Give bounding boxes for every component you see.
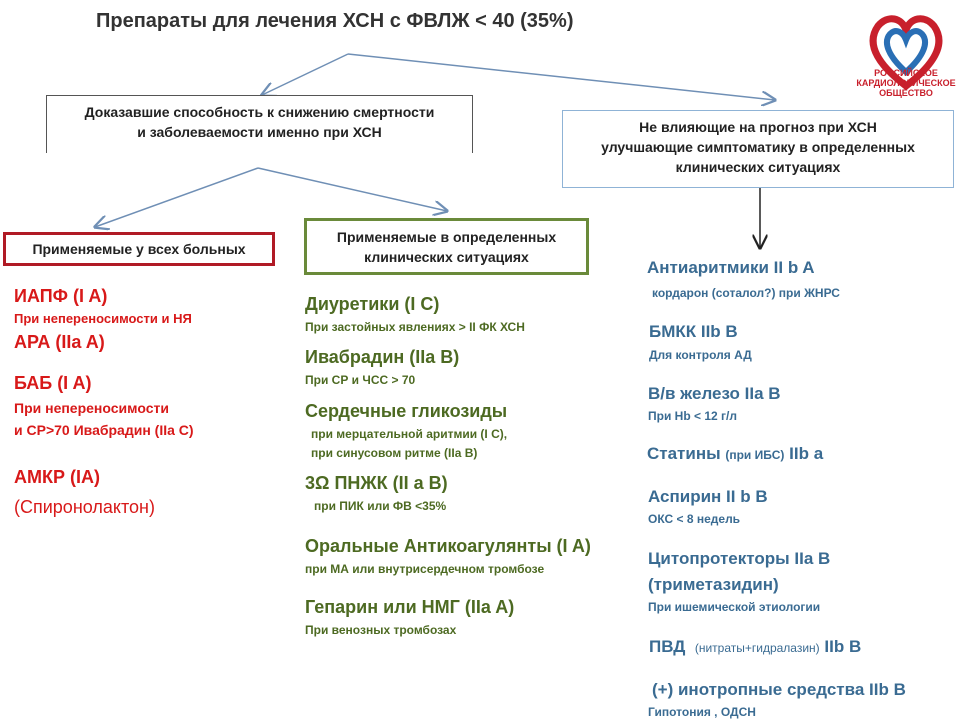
drug-note: при ПИК или ФВ <35% xyxy=(314,499,447,513)
box-text: улучшающие симптоматику в определенных xyxy=(601,139,915,155)
drug-note: При ишемической этиологии xyxy=(648,600,821,614)
drug-note: кордарон (соталол?) при ЖНРС xyxy=(652,286,840,300)
drug-ace: ИАПФ (I A) xyxy=(14,286,108,306)
drug-diuretics: Диуретики (I C) xyxy=(305,294,440,314)
box-mortality-reduction xyxy=(46,95,473,153)
logo-line: ОБЩЕСТВО xyxy=(879,88,933,98)
page-title: Препараты для лечения ХСН с ФВЛЖ < 40 (35%) xyxy=(96,10,574,32)
box-symptomatic xyxy=(562,110,954,188)
box-text: клинических ситуациях xyxy=(364,249,529,265)
box-text: Доказавшие способность к снижению смертности xyxy=(84,104,435,120)
drug-arb: АРА (IIa A) xyxy=(14,332,105,352)
drug-statins-class: IIb a xyxy=(789,444,824,463)
drug-omega3: 3Ω ПНЖК (II a B) xyxy=(305,473,448,493)
arrow-to-right-top xyxy=(348,54,775,100)
drug-mra: АМКР (IA) xyxy=(14,467,100,487)
drug-note: ОКС < 8 недель xyxy=(648,512,741,526)
drug-note: При застойных явлениях > II ФК ХСН xyxy=(305,320,525,334)
drug-note: (Спиронолактон) xyxy=(14,497,155,517)
drug-oac: Оральные Антикоагулянты (I A) xyxy=(305,536,591,556)
box-text: Применяемые в определенных xyxy=(336,229,557,245)
drug-pvd-name: ПВД xyxy=(649,637,686,656)
box-all-patients: Применяемые у всех больных xyxy=(3,232,275,266)
box-specific-situations xyxy=(304,218,589,275)
box-text: и заболеваемости именно при ХСН xyxy=(137,124,382,140)
logo-line: КАРДИОЛОГИЧЕСКОЕ xyxy=(856,78,956,88)
drug-glycosides: Сердечные гликозиды xyxy=(305,401,508,421)
drug-note: При СР и ЧСС > 70 xyxy=(305,373,416,387)
arrow-to-all xyxy=(95,168,258,227)
drug-trimetazidine: (триметазидин) xyxy=(648,575,779,594)
arrow-to-left-top xyxy=(262,54,348,95)
drug-note: При непереносимости xyxy=(14,400,169,416)
drug-pvd-class: IIb B xyxy=(824,637,862,656)
drug-note: Для контроля АД xyxy=(649,348,752,362)
arrow-to-specific xyxy=(258,168,447,211)
box-text: клинических ситуациях xyxy=(675,159,841,175)
drug-note: при мерцательной аритмии (I C), xyxy=(311,427,508,441)
drug-bab: БАБ (I A) xyxy=(14,373,92,393)
drug-statins-note: (при ИБС) xyxy=(725,448,785,462)
drug-note: При венозных тромбозах xyxy=(305,623,457,637)
drug-note: Гипотония , ОДСН xyxy=(648,705,756,719)
drug-statins-name: Статины xyxy=(647,444,721,463)
drug-antiarrhythmics: Антиаритмики II b A xyxy=(647,258,815,277)
drug-pvd-note: (нитраты+гидралазин) xyxy=(694,641,820,655)
box-text: Не влияющие на прогноз при ХСН xyxy=(639,119,877,135)
drug-note: и СР>70 Ивабрадин (IIa C) xyxy=(14,422,194,438)
logo-line: РОССИЙСКОЕ xyxy=(874,68,938,78)
drug-note: при МА или внутрисердечном тромбозе xyxy=(305,562,545,576)
drug-statins xyxy=(647,444,823,464)
drug-note: При Hb < 12 г/л xyxy=(648,409,737,423)
drug-aspirin: Аспирин II b B xyxy=(648,487,768,506)
drug-inotropes: (+) инотропные средства IIb B xyxy=(652,680,906,699)
drug-ccb: БМКК IIb B xyxy=(649,322,738,341)
drug-ivabradine: Ивабрадин (IIa B) xyxy=(305,347,460,367)
drug-cytoprotectors: Цитопротекторы IIa B xyxy=(648,549,831,568)
drug-iron: В/в железо IIa B xyxy=(648,384,781,403)
drug-heparin: Гепарин или НМГ (IIa A) xyxy=(305,597,515,617)
drug-note: при синусовом ритме (IIa B) xyxy=(311,446,478,460)
drug-pvd xyxy=(649,637,861,657)
drug-note: При непереносимости и НЯ xyxy=(14,311,192,326)
